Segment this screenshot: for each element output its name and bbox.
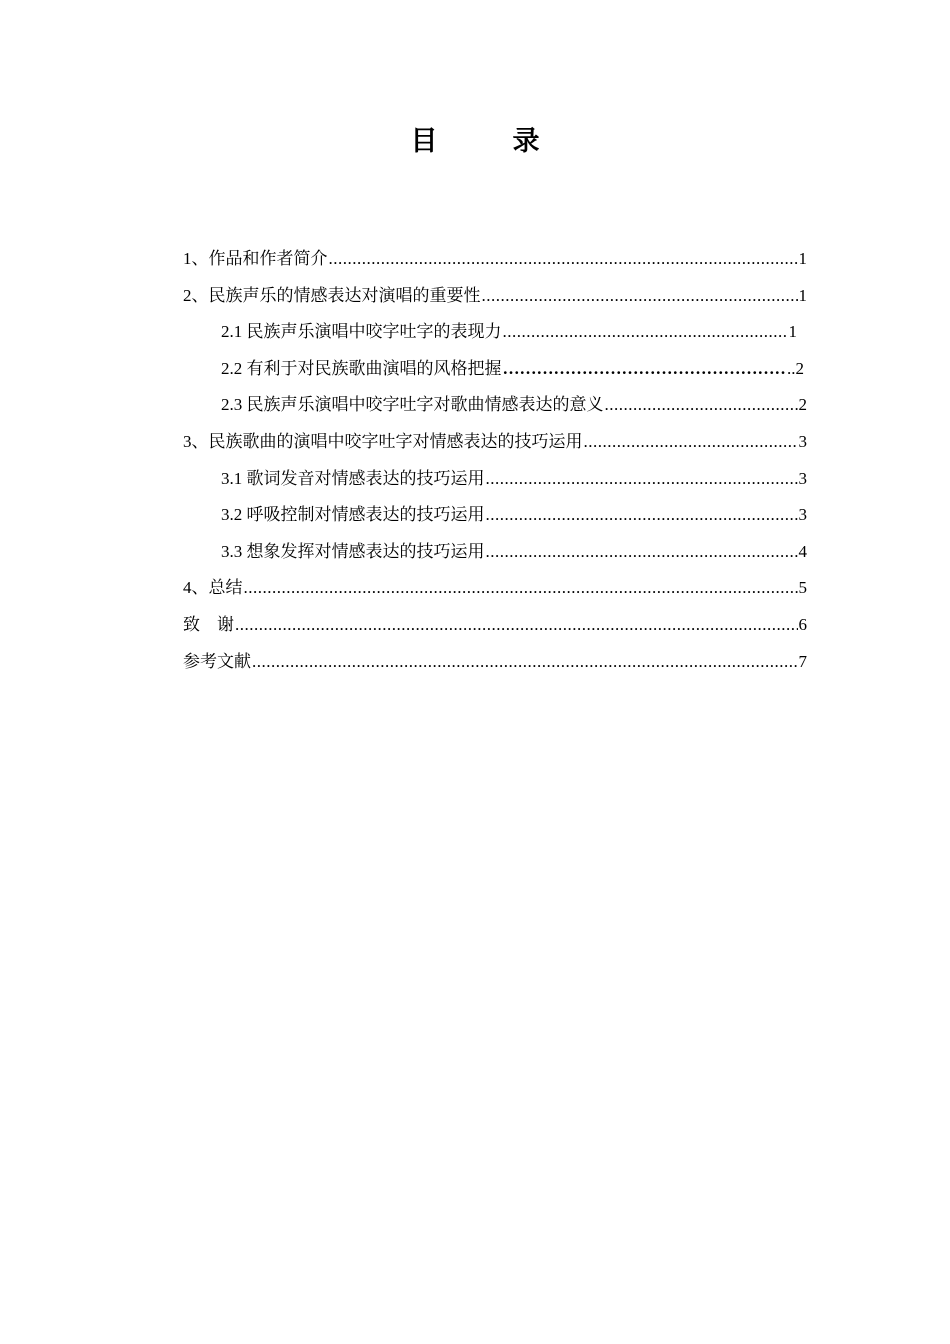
toc-entry-references[interactable]	[183, 644, 807, 681]
toc-entry-label: 3.2 呼吸控制对情感表达的技巧运用	[221, 505, 485, 525]
toc-entry-4[interactable]	[183, 570, 807, 607]
toc-page-number: 3	[798, 505, 807, 525]
toc-page-number: 2	[798, 395, 807, 415]
toc-entry-label: 4、总结	[183, 578, 243, 598]
page-title: 目 录	[410, 126, 564, 157]
dot-leader	[235, 607, 798, 644]
toc-page-number: 5	[798, 578, 807, 598]
toc-entry-label: 参考文献	[183, 651, 251, 671]
toc-entry-1[interactable]	[183, 241, 807, 278]
dot-leader	[252, 644, 798, 681]
toc-entry-label: 3.1 歌词发音对情感表达的技巧运用	[221, 468, 485, 488]
dot-leader	[503, 314, 788, 351]
toc-page-number: 1	[798, 285, 807, 305]
toc-entry-2-2[interactable]	[183, 351, 807, 388]
toc-entry-label: 2.2 有利于对民族歌曲演唱的风格把握	[221, 358, 502, 378]
toc-entry-label: 1、作品和作者简介	[183, 249, 328, 268]
dot-leader	[605, 387, 798, 424]
toc-entry-3-2[interactable]	[183, 497, 807, 534]
toc-entry-label: 2.1 民族声乐演唱中咬字吐字的表现力	[221, 322, 502, 342]
table-of-contents	[183, 241, 807, 680]
toc-page-number: 3	[798, 468, 807, 488]
toc-page-number: 3	[798, 431, 807, 451]
dot-leader	[486, 461, 798, 498]
toc-entry-label: 致 谢	[183, 614, 234, 634]
toc-entry-2-3[interactable]	[183, 387, 807, 424]
toc-page-number: ..2	[787, 358, 804, 378]
toc-page-number: 7	[798, 651, 807, 671]
toc-page-number: 6	[798, 614, 807, 634]
toc-entry-label: 2、民族声乐的情感表达对演唱的重要性	[183, 285, 481, 305]
toc-entry-label: 3、民族歌曲的演唱中咬字吐字对情感表达的技巧运用	[183, 431, 583, 451]
dot-leader	[584, 424, 798, 461]
dot-leader	[486, 497, 798, 534]
dot-leader	[503, 351, 787, 388]
toc-entry-3-3[interactable]	[183, 534, 807, 571]
toc-entry-2-1[interactable]	[183, 314, 807, 351]
dot-leader	[329, 241, 798, 278]
toc-entry-3[interactable]	[183, 424, 807, 461]
toc-entry-label: 2.3 民族声乐演唱中咬字吐字对歌曲情感表达的意义	[221, 395, 604, 415]
dot-leader	[482, 278, 798, 315]
toc-entry-acknowledgements[interactable]	[183, 607, 807, 644]
toc-page-number: 4	[798, 541, 807, 561]
toc-page-number: 1	[798, 249, 807, 268]
dot-leader	[244, 570, 798, 607]
dot-leader	[486, 534, 798, 571]
toc-entry-label: 3.3 想象发挥对情感表达的技巧运用	[221, 541, 485, 561]
toc-entry-3-1[interactable]	[183, 461, 807, 498]
toc-entry-2[interactable]	[183, 278, 807, 315]
toc-page-number: 1	[788, 322, 797, 342]
